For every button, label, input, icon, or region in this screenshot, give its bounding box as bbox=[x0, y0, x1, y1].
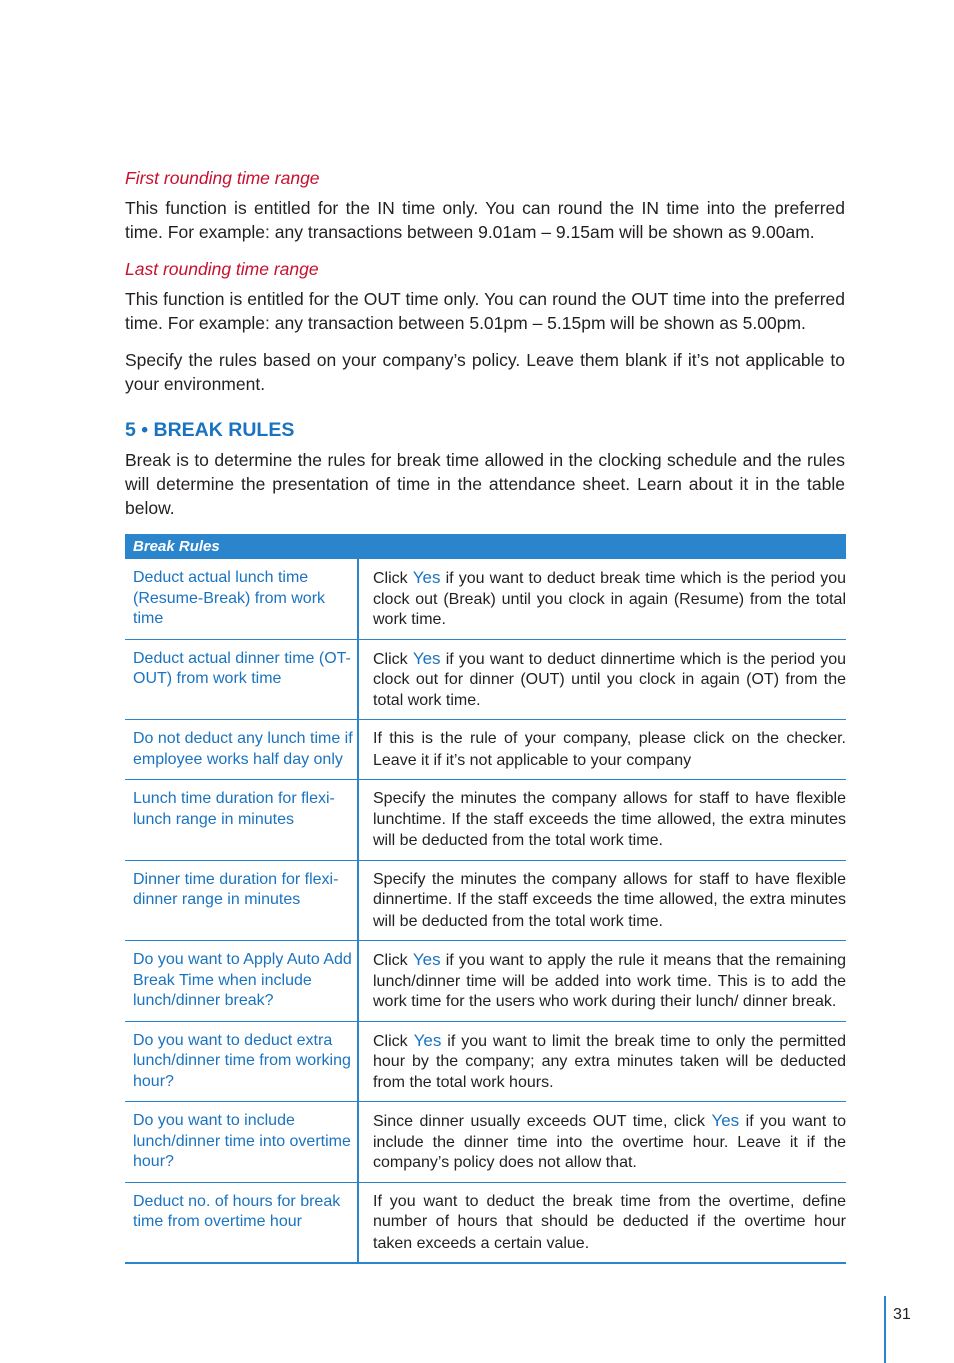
break-rules-heading: 5 • BREAK RULES bbox=[125, 419, 295, 441]
yes-keyword: Yes bbox=[412, 950, 441, 969]
rule-label: Do not deduct any lunch time if employee works half day only bbox=[125, 720, 358, 780]
rule-description-text: if you want to deduct break time which is the period you clock out (Break) until you clock in again (Resume) from the total work time. bbox=[373, 570, 847, 628]
yes-keyword: Yes bbox=[412, 568, 441, 587]
rule-description-text: if you want to apply the rule it means that the remaining lunch/dinner time will be added into work time. This is to add the work time for the users who work during their lunch/ dinner break. bbox=[373, 952, 846, 1010]
rule-label: Deduct actual lunch time (Resume-Break) from work time bbox=[125, 559, 358, 639]
rule-description bbox=[358, 860, 846, 941]
rule-description bbox=[358, 1182, 846, 1263]
rule-label: Do you want to Apply Auto Add Break Time when include lunch/dinner break? bbox=[125, 941, 358, 1022]
page-number-rule bbox=[884, 1296, 886, 1363]
rule-label: Lunch time duration for flexi-lunch range in minutes bbox=[125, 780, 358, 861]
last-rounding-text: This function is entitled for the OUT time only. You can round the OUT time into the preferred time. For example: any transaction between 5.01pm – 5.15pm will be shown as 5.00pm. bbox=[125, 289, 845, 333]
rule-description-text: Specify the minutes the company allows for staff to have flexible lunchtime. If the staff exceeds the time allowed, the extra minutes will be deducted from the total work time. bbox=[373, 790, 846, 849]
rule-description-text: Since dinner usually exceeds OUT time, click bbox=[373, 1113, 712, 1130]
rule-description bbox=[358, 780, 846, 861]
table-row bbox=[125, 720, 846, 780]
yes-keyword: Yes bbox=[413, 1030, 442, 1050]
rule-label: Deduct no. of hours for break time from overtime hour bbox=[125, 1182, 358, 1263]
page-number: 31 bbox=[893, 1306, 911, 1323]
rule-label: Deduct actual dinner time (OT-OUT) from work time bbox=[125, 639, 358, 720]
rule-description bbox=[358, 941, 846, 1022]
rule-label: Dinner time duration for flexi-dinner range in minutes bbox=[125, 860, 358, 941]
page-content bbox=[125, 166, 845, 1264]
table-row bbox=[125, 559, 846, 639]
specify-rules-text: Specify the rules based on your company’s policy. Leave them blank if it’s not applicable to your environment. bbox=[125, 350, 845, 394]
rule-description-text: if you want to limit the break time to only the permitted hour by the company; any extra minutes taken will be deducted from the total work hours. bbox=[373, 1032, 847, 1091]
rule-label: Do you want to include lunch/dinner time into overtime hour? bbox=[125, 1102, 358, 1183]
rule-description bbox=[358, 720, 846, 780]
table-row bbox=[125, 860, 846, 941]
rule-label: Do you want to deduct extra lunch/dinner time from working hour? bbox=[125, 1021, 358, 1102]
first-rounding-heading: First rounding time range bbox=[125, 168, 320, 188]
rule-description-text: Click bbox=[373, 650, 413, 668]
rule-description bbox=[358, 559, 846, 639]
yes-keyword: Yes bbox=[711, 1111, 740, 1130]
rule-description-text: if you want to deduct dinnertime which is the period you clock out for dinner (OUT) until you clock in again (OT) from the total work time. bbox=[373, 650, 846, 709]
rule-description-text: Click bbox=[373, 570, 413, 587]
rule-description-text: Specify the minutes the company allows for staff to have flexible dinnertime. If the staff exceeds the time allowed, the extra minutes will be deducted from the total work time. bbox=[373, 870, 846, 930]
rule-description-text: If you want to deduct the break time from the overtime, define number of hours that should be deducted if the overtime hour taken exceeds a certain value. bbox=[373, 1192, 846, 1252]
first-rounding-text: This function is entitled for the IN time only. You can round the IN time into the preferred time. For example: any transactions between 9.01am – 9.15am will be shown as 9.00am. bbox=[125, 198, 845, 242]
rule-description bbox=[358, 1021, 846, 1102]
table-row bbox=[125, 639, 846, 720]
rule-description bbox=[358, 639, 846, 720]
rule-description-text: Click bbox=[373, 952, 413, 969]
table-row bbox=[125, 1021, 846, 1102]
break-rules-intro: Break is to determine the rules for break time allowed in the clocking schedule and the rules will determine the presentation of time in the attendance sheet. Learn about it in the table below. bbox=[125, 450, 845, 518]
rule-description-text: if you want to include the dinner time into the overtime hour. Leave it if the company’s policy does not allow that. bbox=[373, 1113, 847, 1171]
last-rounding-heading: Last rounding time range bbox=[125, 259, 319, 279]
rule-description bbox=[358, 1102, 846, 1183]
table-row bbox=[125, 1182, 846, 1263]
yes-keyword: Yes bbox=[412, 648, 441, 668]
table-header: Break Rules bbox=[125, 534, 846, 559]
rule-description-text: Click bbox=[373, 1032, 414, 1050]
table-row bbox=[125, 780, 846, 861]
break-rules-table bbox=[125, 534, 846, 1264]
table-row bbox=[125, 941, 846, 1022]
table-row bbox=[125, 1102, 846, 1183]
rule-description-text: If this is the rule of your company, please click on the checker. Leave it if it’s not applicable to your company bbox=[373, 730, 846, 769]
